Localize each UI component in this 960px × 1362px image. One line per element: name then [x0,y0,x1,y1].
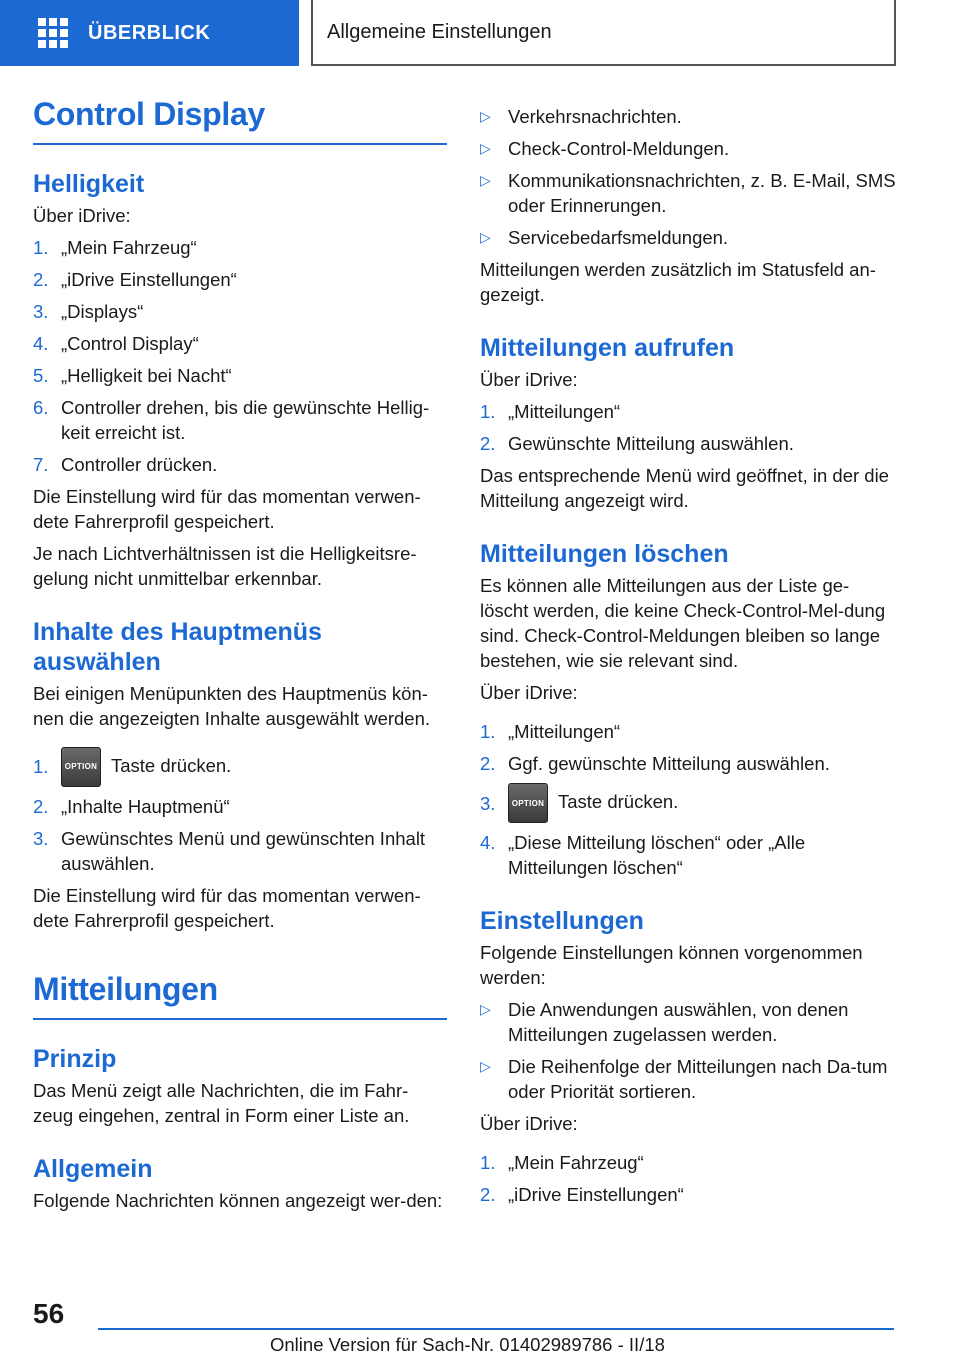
triangle-bullet-icon: ▷ [480,229,491,245]
delete-intro: Es können alle Mitteilungen aus der Liste ge-löscht werden, die keine Check-Control-Mel-dung sind. Check-Control-Meldungen bleiben so lange bestehen, wie sie relevant sind. [480,575,886,671]
list-item [33,331,447,356]
step-number: 1. [33,756,49,778]
delete-via: Über iDrive: [480,682,578,703]
step-text: „Mitteilungen“ [508,401,621,422]
main-menu-steps [33,747,447,876]
page-number: 56 [33,1298,65,1329]
main-menu-intro: Bei einigen Menüpunkten des Hauptmenüs kön-nen die angezeigten Inhalte ausgewählt werden. [33,682,431,729]
bullet-text: Kommunikationsnachrichten, z. B. E-Mail, SMS oder Erinnerungen. [508,170,896,216]
list-item [480,431,896,456]
list-item [480,783,896,823]
bullet-text: Servicebedarfsmeldungen. [508,227,729,248]
triangle-bullet-icon: ▷ [480,108,491,124]
principle-text: Das Menü zeigt alle Nachrichten, die im Fahr-zeug eingehen, zentral in Form einer Liste an. [33,1079,410,1126]
step-number: 4. [33,332,49,354]
brightness-steps [33,235,447,477]
footer-divider [98,1328,894,1330]
bullet-text: Die Anwendungen auswählen, von denen Mitteilungen zugelassen werden. [508,999,849,1045]
step-number: 2. [33,268,49,290]
title-messages: Mitteilungen [33,971,447,1020]
step-number: 3. [33,300,49,322]
list-item [480,399,896,424]
overview-tab-label: ÜBERBLICK [88,21,211,44]
triangle-bullet-icon: ▷ [480,1001,491,1017]
list-item [33,452,447,477]
list-item [480,1182,896,1207]
heading-brightness: Helligkeit [33,169,145,198]
step-number: 1. [33,236,49,258]
triangle-bullet-icon: ▷ [480,172,491,188]
step-text [61,747,447,787]
step-text: „Diese Mitteilung löschen“ oder „Alle Mitteilungen löschen“ [508,832,806,878]
step-number: 2. [33,795,49,817]
step-number: 5. [33,364,49,386]
step-text: „Helligkeit bei Nacht“ [61,364,232,386]
heading-general: Allgemein [33,1154,153,1183]
bullet-text: Check-Control-Meldungen. [508,138,730,159]
triangle-bullet-icon: ▷ [480,1058,491,1074]
step-text-label: Taste drücken. [111,754,232,776]
list-item [480,719,896,744]
settings-steps [480,1150,896,1207]
step-text-label: Taste drücken. [558,790,679,812]
heading-call-up: Mitteilungen aufrufen [480,334,735,362]
heading-principle: Prinzip [33,1044,117,1073]
step-number: 6. [33,396,49,418]
list-item [480,751,896,776]
step-text: Controller drücken. [61,453,218,475]
step-number: 3. [480,792,496,814]
list-item [480,1054,896,1104]
step-text: Gewünschte Mitteilung auswählen. [508,433,794,454]
list-item [33,235,447,260]
message-types-list [480,104,896,250]
delete-steps [480,719,896,880]
bullet-text: Verkehrsnachrichten. [508,106,682,127]
page-header [0,0,960,66]
step-text: „Control Display“ [61,332,199,354]
list-item [480,136,896,161]
step-number: 7. [33,453,49,475]
list-item [33,267,447,292]
step-number: 1. [480,401,496,422]
call-up-note: Das entsprechende Menü wird geöffnet, in der die Mitteilung angezeigt wird. [480,465,889,511]
step-text: „Mein Fahrzeug“ [508,1152,644,1173]
step-text: „Inhalte Hauptmenü“ [61,795,230,817]
online-version-note: Online Version für Sach-Nr. 01402989786 - II/18 [270,1334,665,1355]
step-number: 2. [480,753,496,774]
list-item [33,826,447,876]
settings-intro: Folgende Einstellungen können vorgenommen werden: [480,942,863,988]
option-key-icon: OPTION [61,747,101,787]
step-text: „Mein Fahrzeug“ [61,236,197,258]
call-up-via: Über iDrive: [480,369,578,390]
heading-main-menu: Inhalte des Hauptmenüs auswählen [33,617,322,676]
list-item [480,1150,896,1175]
triangle-bullet-icon: ▷ [480,140,491,156]
list-item [480,830,896,880]
bullet-text: Die Reihenfolge der Mitteilungen nach Da-tum oder Priorität sortieren. [508,1056,888,1102]
step-number: 1. [480,1152,496,1173]
list-item [33,395,447,445]
heading-settings: Einstellungen [480,907,644,935]
section-tab[interactable] [311,0,896,66]
option-key-icon: OPTION [508,783,548,823]
main-menu-note: Die Einstellung wird für das momentan verwen-dete Fahrerprofil gespeichert. [33,884,421,931]
step-text: „Displays“ [61,300,144,322]
step-text: Ggf. gewünschte Mitteilung auswählen. [508,753,830,774]
grid-icon [38,18,68,48]
step-number: 2. [480,1184,496,1205]
list-item [480,104,896,129]
status-field-note: Mitteilungen werden zusätzlich im Statusfeld an-gezeigt. [480,259,876,305]
list-item [33,747,447,787]
brightness-via: Über iDrive: [33,204,131,226]
step-number: 1. [480,721,496,742]
step-number: 4. [480,832,496,853]
list-item [33,794,447,819]
settings-list [480,997,896,1104]
step-text: „iDrive Einstellungen“ [61,268,237,290]
brightness-note-profile: Die Einstellung wird für das momentan verwen-dete Fahrerprofil gespeichert. [33,485,421,532]
list-item [480,225,896,250]
step-number: 3. [33,827,49,849]
step-number: 2. [480,433,496,454]
left-column [33,96,447,1220]
step-text: „iDrive Einstellungen“ [508,1184,684,1205]
settings-via: Über iDrive: [480,1113,578,1134]
brightness-note-light: Je nach Lichtverhältnissen ist die Helligkeitsre-gelung nicht unmittelbar erkennbar. [33,542,417,589]
step-text: Gewünschtes Menü und gewünschten Inhalt auswählen. [61,827,426,874]
step-text [508,783,896,823]
step-text: Controller drehen, bis die gewünschte Hellig-keit erreicht ist. [61,396,430,443]
list-item [33,299,447,324]
title-control-display: Control Display [33,96,447,145]
overview-tab[interactable] [0,0,299,66]
call-up-steps [480,399,896,456]
list-item [480,168,896,218]
general-text: Folgende Nachrichten können angezeigt wer-den: [33,1189,443,1211]
list-item [480,997,896,1047]
section-tab-label: Allgemeine Einstellungen [327,20,552,43]
right-column [480,104,896,1214]
step-text: „Mitteilungen“ [508,721,621,742]
heading-delete: Mitteilungen löschen [480,540,729,568]
list-item [33,363,447,388]
